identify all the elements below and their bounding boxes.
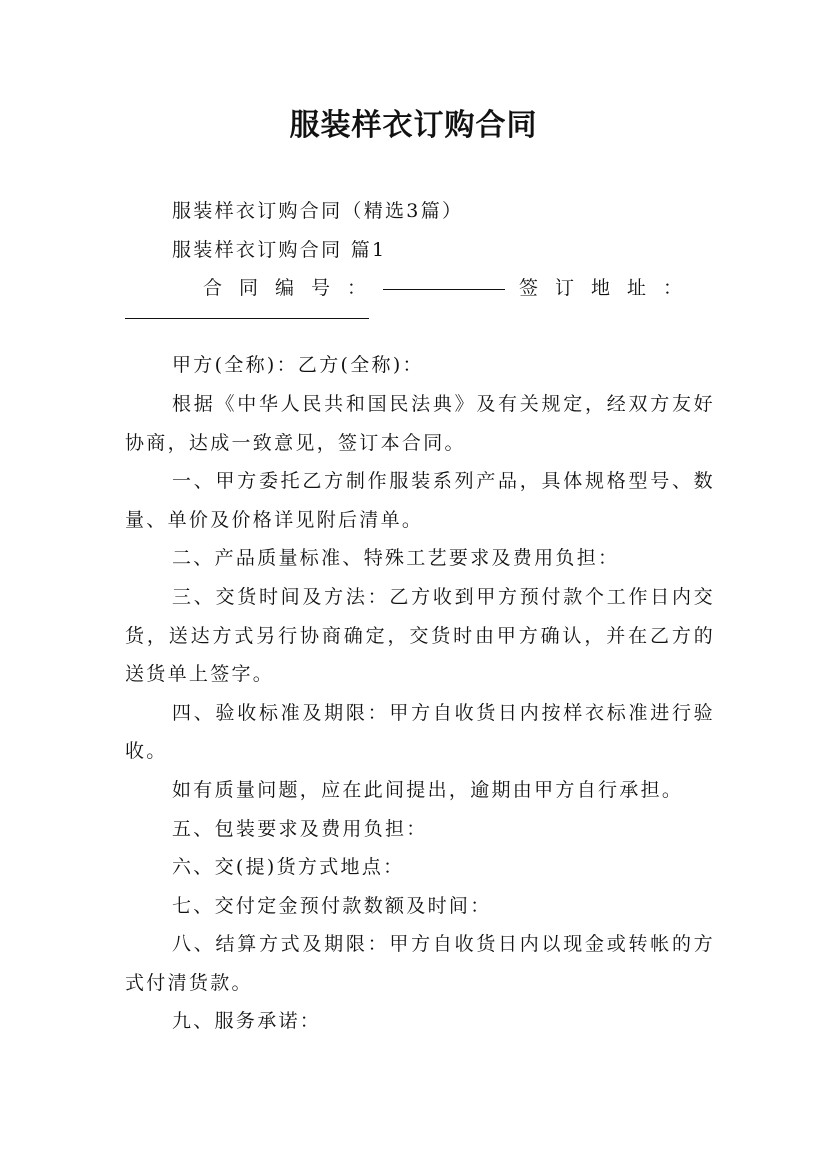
clause-5: 五、包装要求及费用负担： [172,817,428,840]
clause-preamble: 根据《中华人民共和国民法典》及有关规定，经双方友好协商，达成一致意见，签订本合同。 [125,392,715,454]
party-line: 甲方(全称)：乙方(全称)： [172,354,424,377]
clause-8: 八、结算方式及期限：甲方自收货日内以现金或转帐的方式付清货款。 [125,933,715,994]
clause-9: 九、服务承诺： [172,1010,322,1033]
clause-7: 七、交付定金预付款数额及时间： [172,894,492,917]
document-title: 服装样衣订购合同 [289,108,538,143]
document-body [125,192,715,1041]
contract-number-blank [383,269,505,290]
sign-place-label: 签订地址： [519,277,700,300]
clause-2: 二、产品质量标准、特殊工艺要求及费用负担： [172,547,620,570]
subtitle-paragraph: 服装样衣订购合同（精选3篇） [172,200,464,222]
contract-number-label: 合同编号： [203,277,384,300]
section-heading: 服装样衣订购合同 篇1 [172,238,387,261]
clause-4-note: 如有质量问题，应在此间提出，逾期由甲方自行承担。 [172,778,684,801]
sign-place-blank-row [125,308,715,347]
clause-3: 三、交货时间及方法：乙方收到甲方预付款个工作日内交货，送达方式另行协商确定，交货时由甲方确认，并在乙方的送货单上签字。 [125,585,715,686]
clause-4: 四、验收标准及期限：甲方自收货日内按样衣标准进行验收。 [125,701,715,763]
sign-place-blank [125,298,369,319]
clause-6: 六、交(提)货方式地点： [172,856,405,879]
clause-1: 一、甲方委托乙方制作服装系列产品，具体规格型号、数量、单价及价格详见附后清单。 [125,470,715,531]
